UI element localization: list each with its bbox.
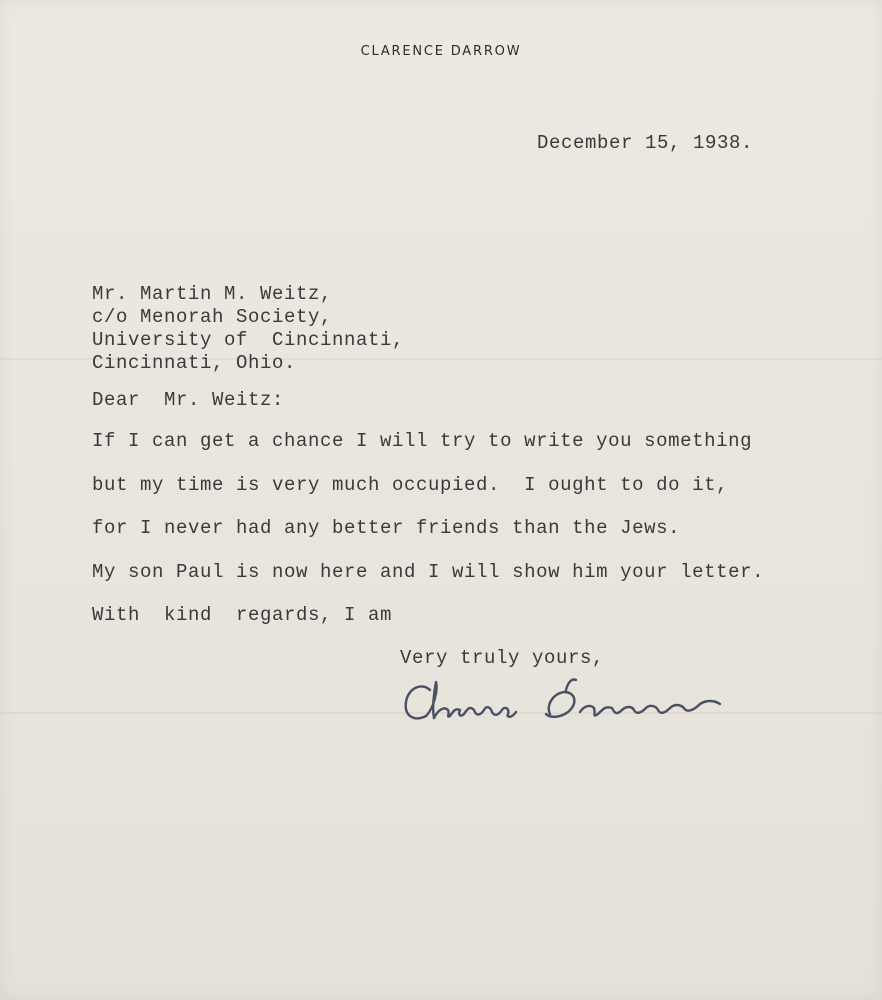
address-line-1: Mr. Martin M. Weitz,	[92, 283, 333, 305]
body-line-5: With kind regards, I am	[92, 604, 393, 626]
handwritten-signature	[400, 668, 730, 738]
body-line-1: If I can get a chance I will try to write you something	[92, 430, 753, 452]
body-line-3: for I never had any better friends than the Jews.	[92, 517, 681, 539]
address-line-4: Cincinnati, Ohio.	[92, 352, 297, 374]
closing: Very truly yours,	[400, 647, 605, 669]
salutation: Dear Mr. Weitz:	[92, 389, 285, 411]
letterhead: CLARENCE DARROW	[360, 44, 522, 59]
body-line-4: My son Paul is now here and I will show him your letter.	[92, 561, 765, 583]
address-line-3: University of Cincinnati,	[92, 329, 405, 351]
letter-date: December 15, 1938.	[537, 132, 754, 154]
body-line-2: but my time is very much occupied. I ought to do it,	[92, 474, 729, 496]
address-line-2: c/o Menorah Society,	[92, 306, 333, 328]
